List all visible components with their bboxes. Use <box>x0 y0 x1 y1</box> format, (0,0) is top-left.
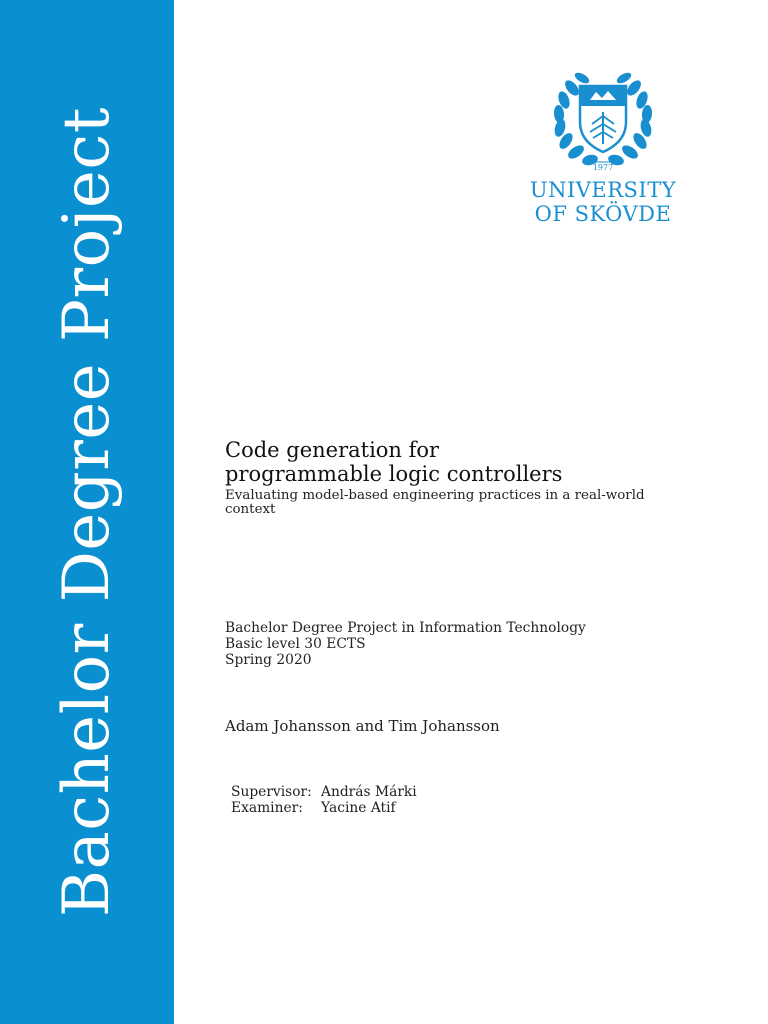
document-title <box>225 438 562 486</box>
authors: Adam Johansson and Tim Johansson <box>225 717 500 735</box>
meta-term: Spring 2020 <box>225 652 312 668</box>
document-subtitle <box>225 489 685 517</box>
staff-list <box>231 784 417 816</box>
subtitle-line2: context <box>225 502 276 517</box>
sidebar-title: Bachelor Degree Project <box>50 107 124 917</box>
sidebar-band <box>0 0 174 1024</box>
title-line2: programmable logic controllers <box>225 462 563 486</box>
subtitle-line1: Evaluating model-based engineering practices in a real-world <box>225 488 645 503</box>
university-crest-icon <box>550 66 656 170</box>
university-logo <box>516 66 690 236</box>
meta-program: Bachelor Degree Project in Information Technology <box>225 620 586 636</box>
title-line1: Code generation for <box>225 438 440 462</box>
staff-role: Supervisor: <box>231 784 312 800</box>
staff-name: András Márki <box>321 784 417 800</box>
university-name-line1: UNIVERSITY <box>529 178 677 202</box>
university-name-line2: OF SKÖVDE <box>534 202 672 226</box>
staff-row-supervisor <box>231 784 417 800</box>
staff-role: Examiner: <box>231 800 303 816</box>
meta-level: Basic level 30 ECTS <box>225 636 366 652</box>
staff-row-examiner <box>231 800 417 816</box>
logo-year: 1977 <box>592 163 614 170</box>
staff-name: Yacine Atif <box>321 800 396 816</box>
project-meta <box>225 620 586 668</box>
